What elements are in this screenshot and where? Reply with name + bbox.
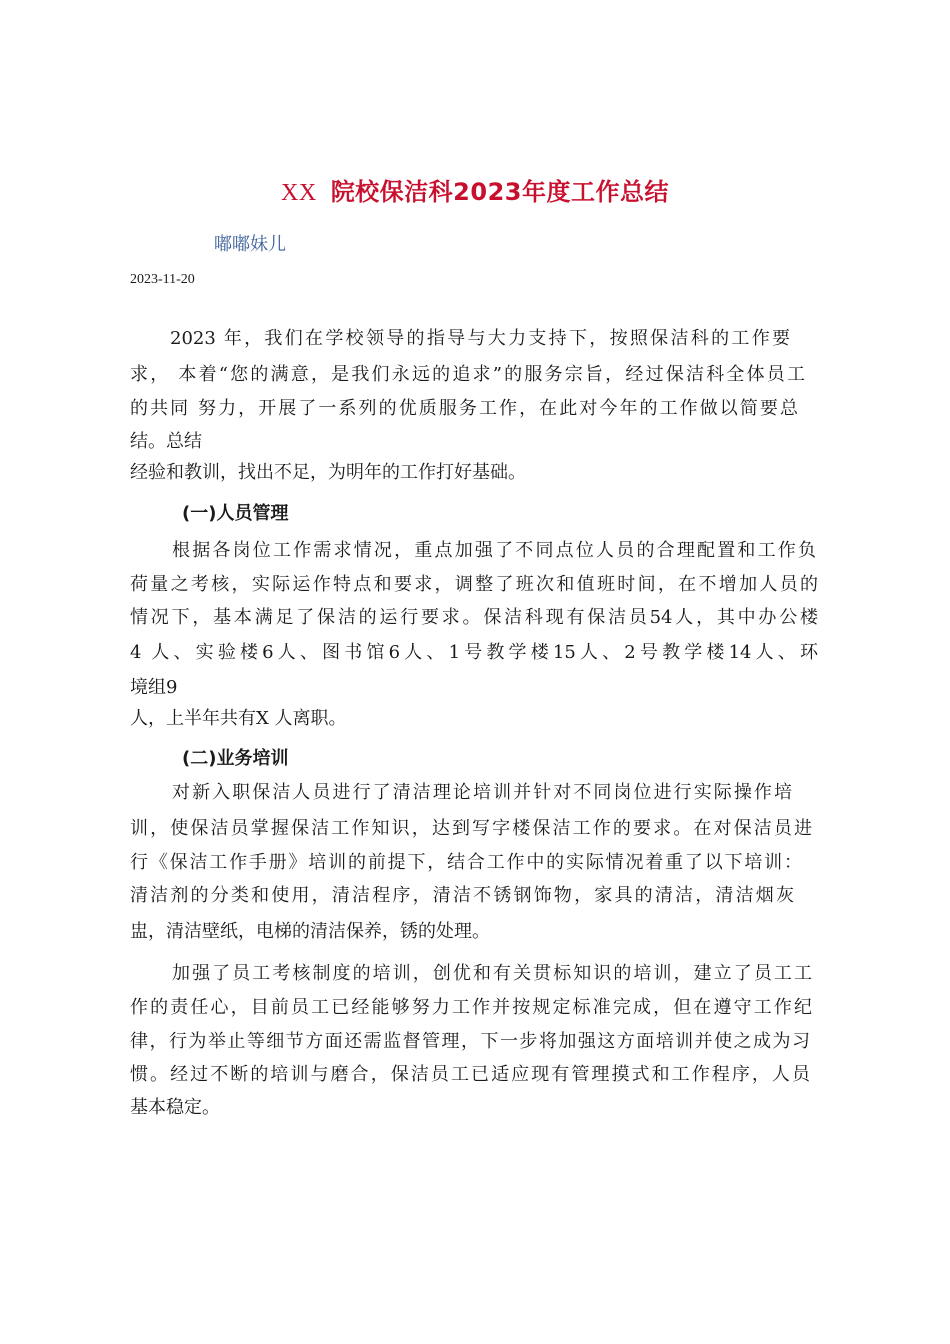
paragraph-line: 境组9 [130, 677, 178, 698]
document-date: 2023-11-20 [130, 272, 195, 287]
title-text: 院校保洁科2023年度工作总结 [330, 178, 669, 206]
intro-line: 经验和教训，找出不足，为明年的工作打好基础。 [130, 462, 526, 483]
paragraph-line: 4 人、实验楼6人、图书馆6人、1号教学楼15人、2号教学楼14人、环 [130, 642, 818, 663]
paragraph-line: 盅，清洁壁纸，电梯的清洁保养，锈的处理。 [130, 921, 490, 942]
intro-line: 的共同 努力，开展了一系列的优质服务工作，在此对今年的工作做以简要总 [130, 398, 798, 419]
paragraph-line: 人，上半年共有X 人离职。 [130, 708, 347, 729]
section-heading-personnel: (一)人员管理 [182, 503, 289, 524]
section-heading-training: (二)业务培训 [182, 748, 289, 769]
paragraph-line: 律，行为举止等细节方面还需监督管理，下一步将加强这方面培训并使之成为习 [130, 1031, 810, 1052]
title-prefix: XX [281, 180, 317, 206]
paragraph-line: 基本稳定。 [130, 1097, 220, 1118]
paragraph-line: 荷量之考核，实际运作特点和要求，调整了班次和值班时间，在不增加人员的 [130, 574, 818, 595]
paragraph-line: 根据各岗位工作需求情况，重点加强了不同点位人员的合理配置和工作负 [172, 540, 816, 561]
paragraph-line: 行《保洁工作手册》培训的前提下，结合工作中的实际情况着重了以下培训： [130, 852, 802, 873]
intro-line: 结。总结 [130, 431, 202, 452]
paragraph-line: 训，使保洁员掌握保洁工作知识，达到写字楼保洁工作的要求。在对保洁员进 [130, 818, 812, 839]
paragraph-line: 情况下，基本满足了保洁的运行要求。保洁科现有保洁员54人，其中办公楼 [130, 607, 818, 628]
paragraph-line: 清洁剂的分类和使用，清洁程序，清洁不锈钢饰物，家具的清洁，清洁烟灰 [130, 885, 794, 906]
paragraph-line: 作的责任心，目前员工已经能够努力工作并按规定标准完成，但在遵守工作纪 [130, 997, 812, 1018]
author-name: 嘟嘟妹儿 [214, 234, 286, 255]
intro-line: 2023 年，我们在学校领导的指导与大力支持下，按照保洁科的工作要 [170, 328, 790, 349]
paragraph-line: 对新入职保洁人员进行了清洁理论培训并针对不同岗位进行实际操作培 [172, 782, 792, 803]
paragraph-line: 惯。经过不断的培训与磨合，保洁员工已适应现有管理摸式和工作程序，人员 [130, 1064, 810, 1085]
document-title [0, 172, 950, 207]
paragraph-line: 加强了员工考核制度的培训，创优和有关贯标知识的培训，建立了员工工 [172, 963, 812, 984]
intro-line: 求， 本着“您的满意，是我们永远的追求”的服务宗旨，经过保洁科全体员工 [130, 364, 805, 385]
